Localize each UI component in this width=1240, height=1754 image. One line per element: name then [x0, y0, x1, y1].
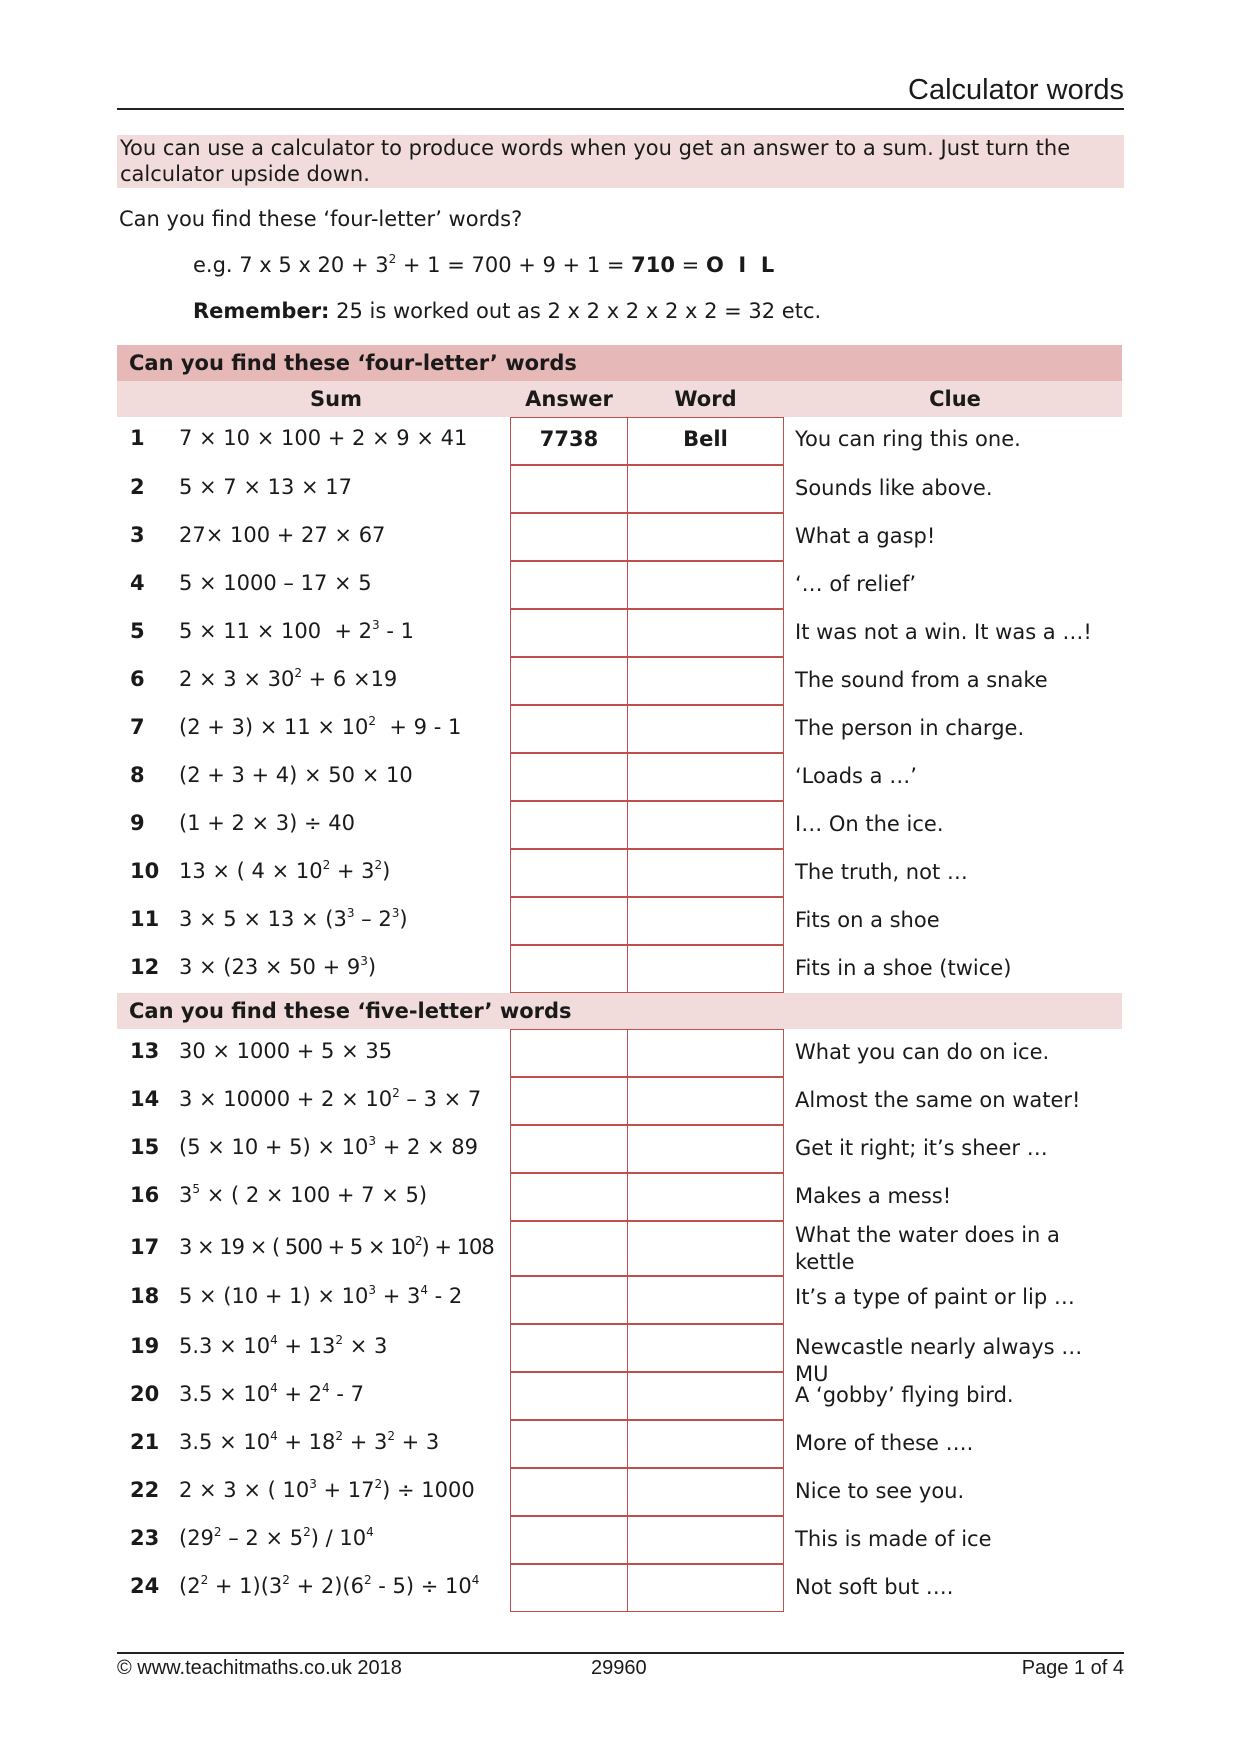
row-number: 1	[130, 426, 145, 450]
row-sum: 7 × 10 × 100 + 2 × 9 × 41	[179, 426, 468, 450]
row-clue: A ‘gobby’ flying bird.	[795, 1383, 1014, 1407]
table-row	[117, 1077, 1122, 1125]
row-sum: 30 × 1000 + 5 × 35	[179, 1039, 393, 1063]
title-divider	[117, 108, 1124, 110]
answer-cell[interactable]	[510, 561, 628, 609]
row-sum: 2 × 3 × ( $10^3 + 17^2) \div 1000$	[179, 1477, 475, 1502]
row-clue: What the water does in a kettle	[795, 1223, 1060, 1274]
row-number: 22	[130, 1478, 160, 1502]
row-clue: It’s a type of paint or lip …	[795, 1285, 1075, 1309]
row-sum: $3 \times 5 \times 13 \times (3^3 - 2^3)$	[179, 906, 408, 931]
row-clue: Fits in a shoe (twice)	[795, 956, 1012, 980]
answer-cell[interactable]	[510, 465, 628, 513]
table-row	[117, 1276, 1122, 1324]
word-cell[interactable]	[627, 1324, 784, 1372]
row-number: 19	[130, 1334, 160, 1358]
row-sum: $5 \times 11 \times 100 + 2^3 - 1$	[179, 618, 414, 643]
row-clue: More of these ….	[795, 1431, 974, 1455]
row-number: 4	[130, 571, 145, 595]
row-sum: (2 + 3 + 4) × 50 × 10	[179, 763, 413, 787]
table-row	[117, 1468, 1122, 1516]
row-sum: $3^5$ × ( 2 × 100 + 7 × 5)	[179, 1182, 428, 1207]
row-clue: Sounds like above.	[795, 476, 993, 500]
row-number: 12	[130, 955, 160, 979]
footer-divider	[117, 1652, 1124, 1654]
table-row	[117, 465, 1122, 513]
row-number: 24	[130, 1574, 160, 1598]
row-number: 6	[130, 667, 145, 691]
row-number: 16	[130, 1183, 160, 1207]
answer-cell[interactable]	[510, 417, 628, 465]
word-cell[interactable]	[627, 1077, 784, 1125]
row-sum: $(29^2 - 2 \times 5^2) / 10^4$	[179, 1525, 374, 1550]
word-cell[interactable]	[627, 1221, 784, 1276]
table-row	[117, 945, 1122, 993]
word-cell[interactable]	[627, 417, 784, 465]
word-cell[interactable]	[627, 1173, 784, 1221]
example-middle: + 1 = 700 + 9 + 1 =	[396, 253, 632, 277]
answer-cell[interactable]	[510, 1324, 628, 1372]
row-sum: $(5 \times 10 + 5) \times 10^3 + 2 \times 89$	[179, 1134, 479, 1159]
row-number: 17	[130, 1235, 160, 1259]
table-row	[117, 801, 1122, 849]
row-clue: Newcastle nearly always … MU	[795, 1335, 1083, 1386]
table-row	[117, 897, 1122, 945]
row-number: 2	[130, 475, 145, 499]
col-answer: Answer	[525, 387, 613, 411]
row-clue: I… On the ice.	[795, 812, 944, 836]
word-cell[interactable]	[627, 1564, 784, 1612]
answer-cell[interactable]	[510, 705, 628, 753]
row-sum: $5 \times (10 + 1) \times 10^3 + 3^4 - 2$	[179, 1283, 463, 1308]
row-sum: 27× 100 + 27 × 67	[179, 523, 386, 547]
section-five-letter-header: Can you find these ‘five-letter’ words	[117, 993, 1122, 1029]
word-cell[interactable]	[627, 1029, 784, 1077]
row-number: 11	[130, 907, 160, 931]
row-number: 23	[130, 1526, 160, 1550]
row-sum: (1 + 2 × 3) ÷ 40	[179, 811, 356, 835]
answer-cell[interactable]	[510, 1221, 628, 1276]
row-number: 13	[130, 1039, 160, 1063]
row-number: 21	[130, 1430, 160, 1454]
answer-cell[interactable]	[510, 1516, 628, 1564]
row-clue: Makes a mess!	[795, 1184, 952, 1208]
row-sum: $3 \times (23 \times 50 + 9^3)$	[179, 954, 377, 979]
word-cell[interactable]	[627, 609, 784, 657]
table-row	[117, 609, 1122, 657]
col-word: Word	[674, 387, 737, 411]
word-cell[interactable]	[627, 561, 784, 609]
word-cell[interactable]	[627, 1516, 784, 1564]
example-word: O I L	[705, 253, 775, 277]
row-clue: What a gasp!	[795, 524, 936, 548]
col-sum: Sum	[310, 387, 362, 411]
row-clue: What you can do on ice.	[795, 1040, 1050, 1064]
row-number: 18	[130, 1284, 160, 1308]
row-clue: Get it right; it’s sheer …	[795, 1136, 1048, 1160]
row-number: 3	[130, 523, 145, 547]
table-row	[117, 417, 1122, 465]
row-clue: This is made of ice	[795, 1527, 992, 1551]
word-cell[interactable]	[627, 1468, 784, 1516]
worksheet-page	[117, 0, 1124, 1754]
word-cell[interactable]	[627, 1372, 784, 1420]
word-cell[interactable]	[627, 465, 784, 513]
word-cell[interactable]	[627, 1420, 784, 1468]
word-cell[interactable]	[627, 753, 784, 801]
answer-cell[interactable]	[510, 753, 628, 801]
table-row	[117, 657, 1122, 705]
section-four-letter-header: Can you find these ‘four-letter’ words	[117, 345, 1122, 381]
word-cell[interactable]	[627, 897, 784, 945]
word-cell[interactable]	[627, 657, 784, 705]
table-row	[117, 561, 1122, 609]
answer-cell[interactable]	[510, 1420, 628, 1468]
table-row	[117, 1564, 1122, 1612]
table-row	[117, 1420, 1122, 1468]
col-clue: Clue	[929, 387, 981, 411]
row-sum: $3.5 \times 10^4 + 2^4 - 7$	[179, 1381, 364, 1406]
remember-line	[193, 299, 821, 323]
row-clue: Not soft but ….	[795, 1575, 954, 1599]
table-row	[117, 849, 1122, 897]
word-cell[interactable]	[627, 945, 784, 993]
column-headers	[117, 381, 1122, 417]
word-cell[interactable]	[627, 849, 784, 897]
answer-cell[interactable]	[510, 1125, 628, 1173]
row-clue: Nice to see you.	[795, 1479, 965, 1503]
word-cell[interactable]	[627, 1125, 784, 1173]
row-clue: ‘Loads a …’	[795, 764, 917, 788]
question-text: Can you find these ‘four-letter’ words?	[119, 207, 523, 231]
example-exponent: 2	[388, 252, 397, 266]
row-sum: 5 × 1000 – 17 × 5	[179, 571, 372, 595]
answer-cell[interactable]	[510, 1468, 628, 1516]
row-number: 7	[130, 715, 145, 739]
word-cell[interactable]	[627, 705, 784, 753]
table-row	[117, 1173, 1122, 1221]
row-number: 8	[130, 763, 145, 787]
table-row	[117, 1221, 1122, 1276]
row-clue: Fits on a shoe	[795, 908, 940, 932]
table-row	[117, 1516, 1122, 1564]
row-clue: You can ring this one.	[795, 427, 1021, 451]
row-clue: The sound from a snake	[795, 668, 1048, 692]
remember-text: 25 is worked out as 2 x 2 x 2 x 2 x 2 = 32 etc.	[329, 299, 822, 323]
table-row	[117, 753, 1122, 801]
row-sum: $3 \times 10000 + 2 \times 10^2 - 3 \times 7$	[179, 1086, 482, 1111]
table-row	[117, 1125, 1122, 1173]
row-sum: $(2^2 + 1)(3^2 + 2)(6^2 - 5) \div 10^4$	[179, 1573, 480, 1598]
example-line	[193, 253, 774, 277]
footer-code: 29960	[591, 1657, 647, 1679]
footer-copyright: © www.teachitmaths.co.uk 2018	[117, 1657, 402, 1679]
word-value: Bell	[683, 427, 728, 451]
example-prefix: e.g. 7 x 5 x 20 + 3	[193, 253, 389, 277]
row-clue: Almost the same on water!	[795, 1088, 1081, 1112]
row-sum: 13 × ( $4 \times 10^2 + 3^2$)	[179, 858, 391, 883]
answer-cell[interactable]	[510, 609, 628, 657]
row-clue: ‘… of relief’	[795, 572, 917, 596]
example-eq: =	[674, 253, 706, 277]
intro-box: You can use a calculator to produce words when you get an answer to a sum. Just turn the calculator upside down.	[117, 135, 1124, 188]
answer-cell[interactable]	[510, 1276, 628, 1324]
row-sum: $5.3 \times 10^4 + 13^2 \times 3$	[179, 1333, 388, 1358]
row-clue: The person in charge.	[795, 716, 1025, 740]
word-cell[interactable]	[627, 1276, 784, 1324]
word-cell[interactable]	[627, 801, 784, 849]
table-row	[117, 1324, 1122, 1386]
answer-value: 7738	[539, 427, 599, 451]
table-row	[117, 513, 1122, 561]
row-number: 9	[130, 811, 145, 835]
answer-cell[interactable]	[510, 849, 628, 897]
row-number: 15	[130, 1135, 160, 1159]
example-answer: 710	[631, 253, 675, 277]
answer-cell[interactable]	[510, 657, 628, 705]
row-clue: The truth, not …	[795, 860, 968, 884]
answer-cell[interactable]	[510, 1372, 628, 1420]
row-sum: $2 \times 3 \times 30^2 + 6 \times 19$	[179, 666, 398, 691]
row-number: 20	[130, 1382, 160, 1406]
page-title: Calculator words	[908, 74, 1124, 106]
answer-cell[interactable]	[510, 1564, 628, 1612]
answer-cell[interactable]	[510, 513, 628, 561]
row-number: 5	[130, 619, 145, 643]
table-row	[117, 1029, 1122, 1077]
footer-page-number: Page 1 of 4	[1021, 1657, 1124, 1679]
answer-cell[interactable]	[510, 1029, 628, 1077]
row-number: 14	[130, 1087, 160, 1111]
table-row	[117, 705, 1122, 753]
remember-label: Remember:	[193, 299, 330, 323]
answer-cell[interactable]	[510, 1173, 628, 1221]
answer-cell[interactable]	[510, 801, 628, 849]
answer-cell[interactable]	[510, 945, 628, 993]
row-sum: 5 × 7 × 13 × 17	[179, 475, 353, 499]
table-row	[117, 1372, 1122, 1420]
answer-cell[interactable]	[510, 897, 628, 945]
answer-cell[interactable]	[510, 1077, 628, 1125]
row-sum: $3.5 \times 10^4 + 18^2 + 3^2 + 3$	[179, 1429, 440, 1454]
row-sum: $(2 + 3) \times 11 \times 10^2 + 9 - 1$	[179, 714, 462, 739]
row-sum: 3 × 19 × ( $500 + 5 \times 10^2) + 108$	[179, 1234, 494, 1259]
row-clue: It was not a win. It was a …!	[795, 620, 1092, 644]
row-number: 10	[130, 859, 160, 883]
word-cell[interactable]	[627, 513, 784, 561]
